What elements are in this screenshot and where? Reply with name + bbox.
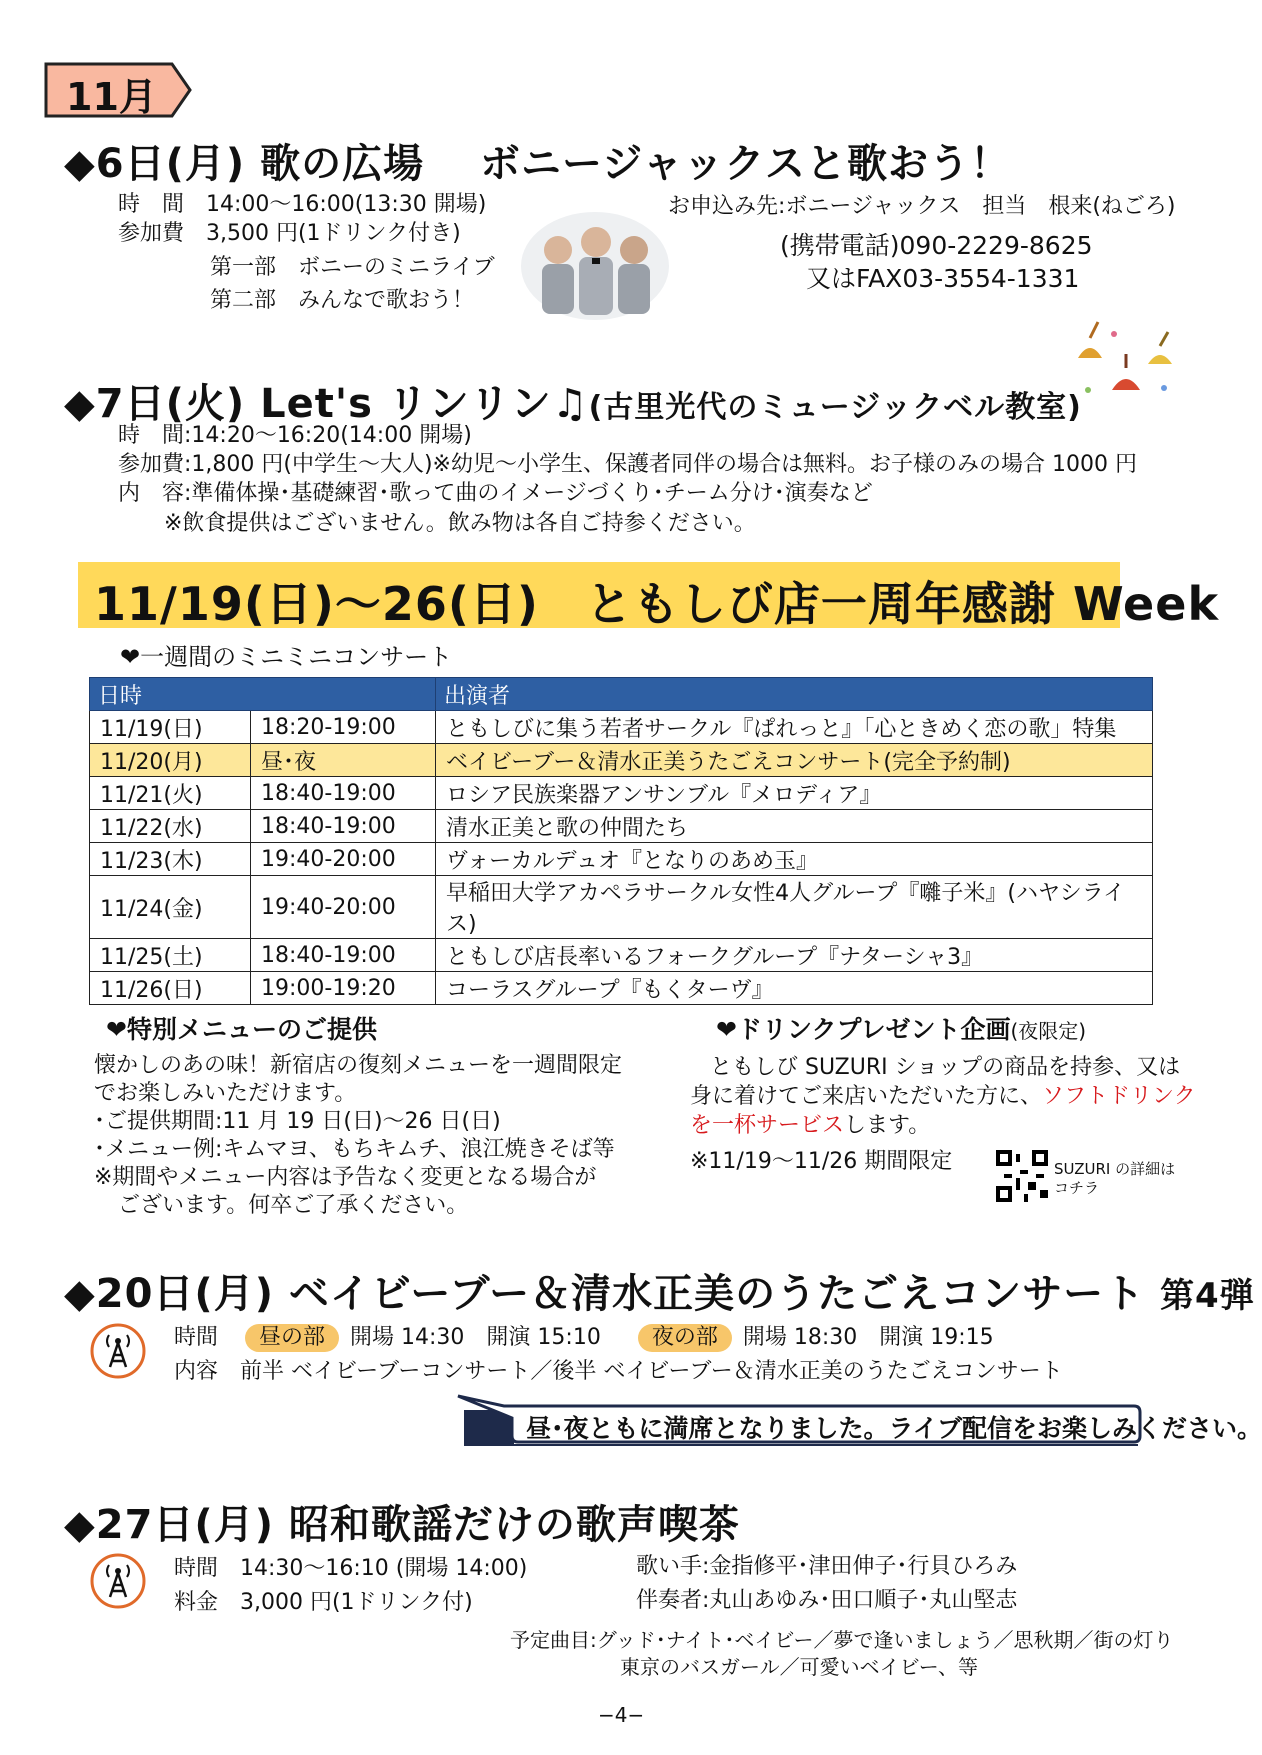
event-7-heading	[64, 372, 1082, 429]
bells-illustration	[1068, 318, 1186, 418]
live-stream-icon	[90, 1323, 146, 1379]
row-performer: ロシア民族楽器アンサンブル『メロディア』	[436, 777, 1153, 810]
table-row	[90, 777, 1153, 810]
drink-highlight-2: を一杯サービス	[690, 1113, 845, 1138]
sold-out-callout	[408, 1392, 1262, 1448]
event-27-singers: 歌い手:金指修平･津田伸子･行貝ひろみ	[636, 1554, 1018, 1579]
event-20-heading	[64, 1262, 1255, 1319]
row-time: 18:20-19:00	[251, 711, 436, 744]
event-20-time-label: 時間	[174, 1325, 219, 1350]
row-date: 11/23(木)	[90, 843, 251, 876]
drink-line-2	[690, 1083, 1196, 1111]
day-session-times: 開場 14:30 開演 15:10	[350, 1325, 601, 1350]
drink-line-3	[690, 1112, 930, 1140]
event-7-fee: 参加費:1,800 円(中学生〜大人)※幼児〜小学生、保護者同伴の場合は無料。お子様のみの場合 1000 円	[118, 452, 1137, 477]
day-session-badge: 昼の部	[245, 1324, 339, 1352]
event-7-note: ※飲食提供はございません。飲み物は各自ご持参ください。	[164, 511, 756, 536]
performers-photo	[520, 208, 670, 320]
row-time: 19:00-19:20	[251, 972, 436, 1005]
row-date: 11/24(金)	[90, 876, 251, 939]
event-27-heading: ◆27日(月) 昭和歌謡だけの歌声喫茶	[64, 1502, 740, 1548]
event-20-heading-tail: 第4弾	[1160, 1276, 1255, 1316]
event-20-content: 内容 前半 ベイビーブーコンサート／後半 ベイビーブー＆清水正美のうたごえコンサート	[174, 1359, 1063, 1384]
row-time: 18:40-19:00	[251, 777, 436, 810]
qr-caption-1: SUZURI の詳細は	[1054, 1160, 1176, 1178]
event-27-time: 時間 14:30〜16:10 (開場 14:00)	[174, 1556, 528, 1581]
week-banner-text: 11/19(日)〜26(日) ともしび店一周年感謝 Week	[94, 577, 1220, 631]
table-row	[90, 711, 1153, 744]
event-6-fax: 又はFAX03-3554-1331	[806, 264, 1080, 293]
col-header-date: 日時	[90, 678, 436, 711]
col-header-performer: 出演者	[436, 678, 1153, 711]
table-row	[90, 939, 1153, 972]
event-7-content: 内 容:準備体操･基礎練習･歌って曲のイメージづくり･チーム分け･演奏など	[118, 481, 873, 506]
menu-line-3: ･ご提供期間:11 月 19 日(日)〜26 日(日)	[94, 1109, 501, 1134]
drink-title-sub: (夜限定)	[1010, 1019, 1087, 1043]
row-date: 11/26(日)	[90, 972, 251, 1005]
event-6-heading: ◆6日(月) 歌の広場 ボニージャックスと歌おう！	[64, 141, 1012, 187]
row-date: 11/22(水)	[90, 810, 251, 843]
drink-line-1: ともしび SUZURI ショップの商品を持参、又は	[710, 1055, 1181, 1080]
menu-section-title: ❤特別メニューのご提供	[106, 1015, 377, 1044]
event-6-apply: お申込み先:ボニージャックス 担当 根来(ねごろ)	[668, 194, 1176, 219]
event-6-part2: 第二部 みんなで歌おう！	[210, 288, 475, 313]
live-stream-icon	[90, 1553, 146, 1609]
table-row	[90, 810, 1153, 843]
menu-line-5: ※期間やメニュー内容は予告なく変更となる場合が	[94, 1165, 597, 1190]
drink-section-title	[716, 1010, 1086, 1046]
menu-line-1: 懐かしのあの味！新宿店の復刻メニューを一週間限定	[94, 1053, 623, 1078]
suzuri-qr-code[interactable]	[996, 1150, 1048, 1202]
row-time: 昼･夜	[251, 744, 436, 777]
drink-line-4: ※11/19〜11/26 期間限定	[690, 1149, 953, 1174]
row-time: 18:40-19:00	[251, 939, 436, 972]
event-7-heading-main: ◆7日(火) Let's リンリン♫	[64, 381, 589, 427]
table-row	[90, 972, 1153, 1005]
row-performer: ヴォーカルデュオ『となりのあめ玉』	[436, 843, 1153, 876]
row-time: 19:40-20:00	[251, 876, 436, 939]
month-label: 11月	[66, 75, 157, 119]
row-date: 11/20(月)	[90, 744, 251, 777]
event-20-time-row	[174, 1324, 994, 1352]
menu-line-6: ございます。何卒ご了承ください。	[118, 1193, 469, 1218]
row-performer: コーラスグループ『もくターヴ』	[436, 972, 1153, 1005]
concert-schedule-table	[89, 677, 1153, 1005]
page-number: −4−	[598, 1703, 645, 1727]
row-date: 11/19(日)	[90, 711, 251, 744]
table-row	[90, 744, 1153, 777]
table-row	[90, 843, 1153, 876]
event-27-songs-2: 東京のバスガール／可愛いベイビー、等	[620, 1655, 978, 1679]
event-7-time: 時 間:14:20〜16:20(14:00 開場)	[118, 423, 472, 448]
event-27-fee: 料金 3,000 円(1ドリンク付)	[174, 1590, 473, 1615]
night-session-badge: 夜の部	[638, 1324, 732, 1352]
drink-highlight-1: ソフトドリンク	[1042, 1084, 1196, 1109]
row-performer: 清水正美と歌の仲間たち	[436, 810, 1153, 843]
row-performer: ベイビーブー＆清水正美うたごえコンサート(完全予約制)	[436, 744, 1153, 777]
event-6-part1: 第一部 ボニーのミニライブ	[210, 255, 495, 280]
night-session-times: 開場 18:30 開演 19:15	[742, 1325, 994, 1350]
week-banner	[78, 562, 1220, 631]
event-6-fee: 参加費 3,500 円(1ドリンク付き)	[118, 221, 461, 246]
row-performer: 早稲田大学アカペラサークル女性4人グループ『囃子米』(ハヤシライス)	[436, 876, 1153, 939]
row-date: 11/21(火)	[90, 777, 251, 810]
drink-line-3-text: します。	[844, 1113, 931, 1138]
row-performer: ともしびに集う若者サークル『ぱれっと』「心ときめく恋の歌」特集	[436, 711, 1153, 744]
event-7-heading-sub: (古里光代のミュージックベル教室)	[588, 390, 1082, 425]
event-27-players: 伴奏者:丸山あゆみ･田口順子･丸山堅志	[636, 1588, 1018, 1613]
table-row	[90, 876, 1153, 939]
row-time: 19:40-20:00	[251, 843, 436, 876]
qr-caption-2: コチラ	[1054, 1179, 1100, 1197]
drink-line-2-text: 身に着けてご来店いただいた方に、	[690, 1084, 1043, 1109]
event-6-time: 時 間 14:00〜16:00(13:30 開場)	[118, 192, 487, 217]
event-20-heading-main: ◆20日(月) ベイビーブー＆清水正美のうたごえコンサート	[64, 1271, 1146, 1317]
event-27-songs-1: 予定曲目:グッド･ナイト･ベイビー／夢で逢いましょう／思秋期／街の灯り	[510, 1628, 1174, 1652]
row-date: 11/25(土)	[90, 939, 251, 972]
menu-line-2: でお楽しみいただけます。	[94, 1081, 357, 1106]
event-6-phone: (携帯電話)090-2229-8625	[780, 231, 1093, 260]
row-performer: ともしび店長率いるフォークグループ『ナターシャ3』	[436, 939, 1153, 972]
row-time: 18:40-19:00	[251, 810, 436, 843]
sold-out-message: 昼･夜ともに満席となりました。ライブ配信をお楽しみください。	[526, 1414, 1262, 1443]
month-tag	[44, 58, 194, 118]
menu-line-4: ･メニュー例:キムマヨ、もちキムチ、浪江焼きそば等	[94, 1137, 615, 1162]
drink-title-main: ❤ドリンクプレゼント企画	[716, 1015, 1011, 1044]
concert-section-title: ❤一週間のミニミニコンサート	[120, 643, 453, 671]
